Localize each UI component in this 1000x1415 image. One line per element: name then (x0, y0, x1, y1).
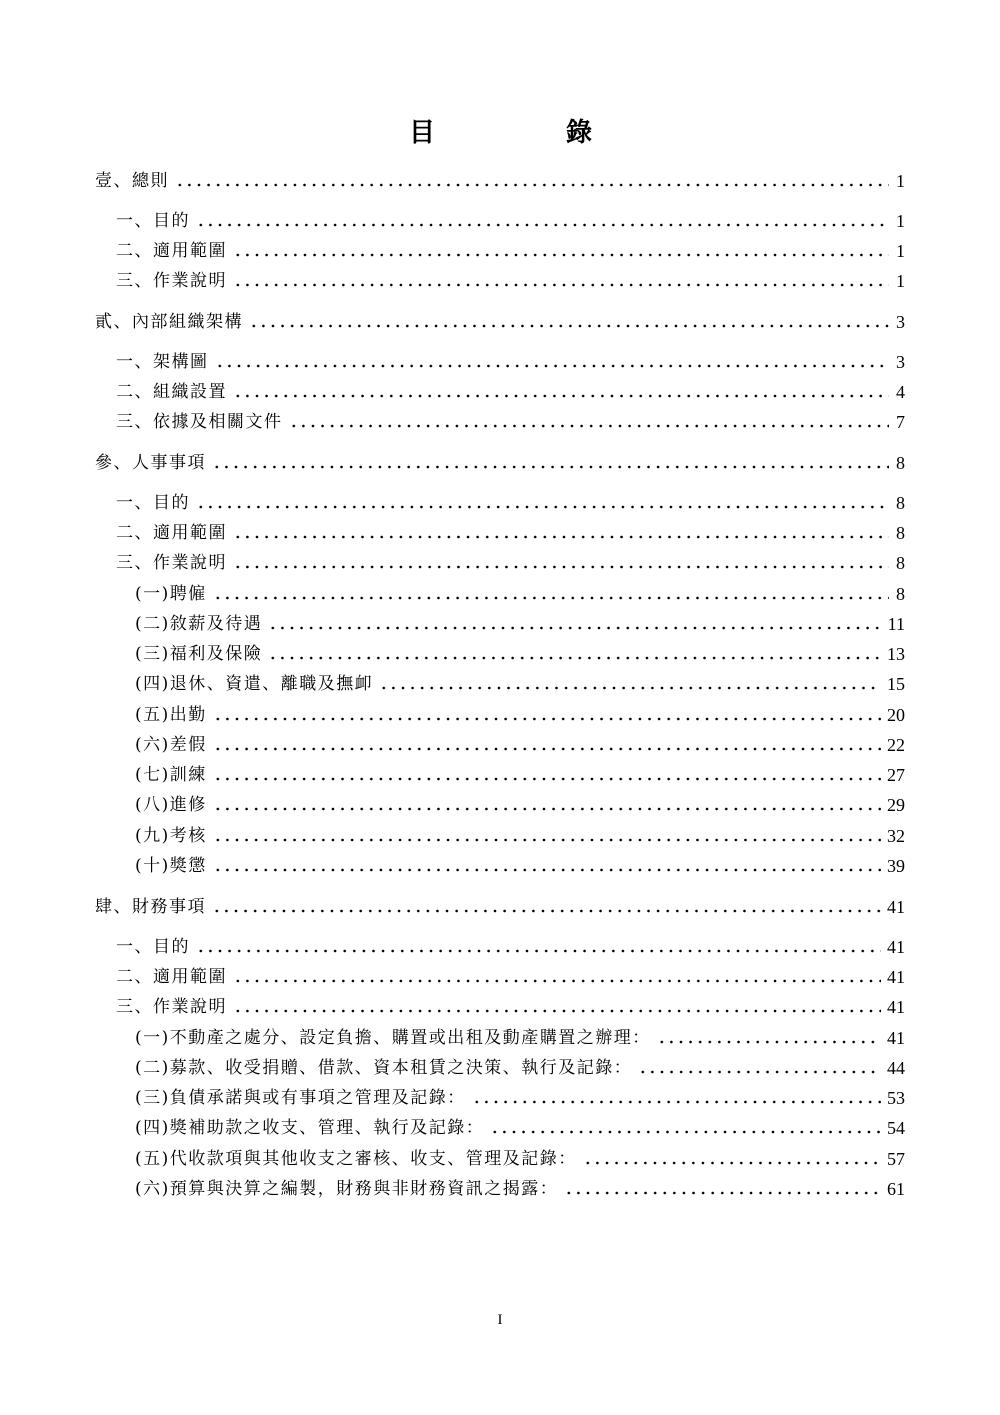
toc-entry-label: (八)進修 (135, 795, 207, 815)
toc-entry-page-number: 41 (887, 967, 905, 987)
toc-entry-label: (一)不動產之處分、設定負擔、購置或出租及動產購置之辦理： (135, 1028, 651, 1048)
toc-entry[interactable] (116, 269, 905, 293)
toc-entry-page-number: 1 (896, 211, 905, 231)
toc-entry[interactable] (116, 551, 905, 575)
toc-dot-leader (249, 324, 889, 328)
toc-entry-page-number: 4 (896, 382, 905, 402)
toc-entry[interactable] (135, 854, 905, 878)
toc-entry[interactable] (95, 169, 905, 193)
toc-entry[interactable] (116, 521, 905, 545)
toc-entry-page-number: 20 (887, 705, 905, 725)
toc-dot-leader (215, 364, 890, 368)
toc-entry[interactable] (135, 763, 905, 787)
toc-dot-leader (233, 283, 889, 287)
toc-entry[interactable] (135, 642, 905, 666)
toc-entry-label: 三、依據及相關文件 (116, 412, 283, 432)
toc-dot-leader (268, 626, 881, 630)
toc-entry-label: 二、適用範圍 (116, 967, 227, 987)
toc-dot-leader (213, 838, 881, 842)
toc-entry-page-number: 1 (896, 171, 905, 191)
toc-entry[interactable] (135, 672, 905, 696)
toc-entry-label: 一、目的 (116, 493, 190, 513)
toc-entry-page-number: 41 (887, 1028, 905, 1048)
toc-dot-leader (379, 686, 881, 690)
toc-entry-page-number: 32 (887, 826, 905, 846)
toc-entry-label: 一、架構圖 (116, 352, 209, 372)
toc-entry[interactable] (135, 1026, 905, 1050)
toc-entry-page-number: 8 (896, 553, 905, 573)
toc-dot-leader (638, 1070, 881, 1074)
toc-entry-label: (三)福利及保險 (135, 644, 263, 664)
toc-dot-leader (233, 253, 889, 257)
toc-entry[interactable] (116, 995, 905, 1019)
toc-entry-label: 貳、內部組織架構 (95, 312, 243, 332)
toc-dot-leader (233, 394, 889, 398)
toc-entry[interactable] (135, 612, 905, 636)
toc-dot-leader (233, 535, 889, 539)
toc-dot-leader (213, 777, 881, 781)
toc-entry-page-number: 44 (887, 1058, 905, 1078)
toc-entry-label: (二)敘薪及待遇 (135, 614, 263, 634)
toc-entry-label: 肆、財務事項 (95, 897, 206, 917)
toc-entry-page-number: 3 (896, 352, 905, 372)
toc-dot-leader (213, 747, 881, 751)
toc-entry-label: 三、作業說明 (116, 271, 227, 291)
toc-entry-page-number: 41 (887, 997, 905, 1017)
toc-entry-page-number: 8 (896, 493, 905, 513)
toc-entry-page-number: 8 (896, 584, 905, 604)
toc-dot-leader (213, 868, 881, 872)
toc-entry[interactable] (116, 350, 905, 374)
toc-entry-label: 壹、總則 (95, 171, 169, 191)
toc-entry-label: (四)獎補助款之收支、管理、執行及記錄： (135, 1118, 485, 1138)
toc-entry-label: (四)退休、資遣、離職及撫卹 (135, 674, 374, 694)
toc-dot-leader (196, 505, 889, 509)
toc-dot-leader (233, 1009, 881, 1013)
toc-dot-leader (196, 949, 881, 953)
toc-entry[interactable] (135, 1147, 905, 1171)
toc-entry-page-number: 15 (887, 674, 905, 694)
toc-entry[interactable] (95, 895, 905, 919)
toc-entry[interactable] (135, 733, 905, 757)
toc-entry[interactable] (135, 1177, 905, 1201)
toc-entry[interactable] (135, 793, 905, 817)
toc-entry[interactable] (116, 491, 905, 515)
toc-dot-leader (564, 1191, 881, 1195)
toc-dot-leader (233, 979, 881, 983)
toc-entry-page-number: 29 (887, 795, 905, 815)
toc-entry-label: 一、目的 (116, 937, 190, 957)
toc-entry-label: 二、適用範圍 (116, 523, 227, 543)
toc-entry-page-number: 22 (887, 735, 905, 755)
title-char-1: 目 (409, 118, 438, 148)
toc-entry-label: 二、組織設置 (116, 382, 227, 402)
toc-entry-label: (五)出勤 (135, 705, 207, 725)
toc-entry-page-number: 41 (887, 897, 905, 917)
toc-entry[interactable] (135, 1056, 905, 1080)
toc-dot-leader (583, 1161, 881, 1165)
toc-entry[interactable] (135, 824, 905, 848)
toc-entry-page-number: 1 (896, 271, 905, 291)
toc-entry-page-number: 39 (887, 856, 905, 876)
toc-entry-label: (七)訓練 (135, 765, 207, 785)
toc-entry-label: (十)獎懲 (135, 856, 207, 876)
toc-entry-page-number: 1 (896, 241, 905, 261)
toc-entry-label: 二、適用範圍 (116, 241, 227, 261)
toc-dot-leader (289, 424, 890, 428)
toc-entry-label: (九)考核 (135, 826, 207, 846)
toc-dot-leader (268, 656, 881, 660)
toc-dot-leader (233, 565, 889, 569)
toc-dot-leader (213, 807, 881, 811)
toc-entry-label: (六)預算與決算之編製，財務與非財務資訊之揭露： (135, 1179, 559, 1199)
toc-entry-page-number: 27 (887, 765, 905, 785)
toc-entry[interactable] (135, 1116, 905, 1140)
toc-entry[interactable] (135, 1086, 905, 1110)
toc-entry[interactable] (116, 239, 905, 263)
toc-entry-page-number: 57 (887, 1149, 905, 1169)
toc-entry[interactable] (116, 410, 905, 434)
toc-entry-label: (六)差假 (135, 735, 207, 755)
toc-entry[interactable] (116, 380, 905, 404)
toc-entry-label: (二)募款、收受捐贈、借款、資本租賃之決策、執行及記錄： (135, 1058, 633, 1078)
toc-entry-label: 一、目的 (116, 211, 190, 231)
toc-dot-leader (213, 717, 881, 721)
toc-entry[interactable] (116, 935, 905, 959)
toc-entry-label: 三、作業說明 (116, 997, 227, 1017)
title-char-2: 錄 (566, 118, 595, 148)
toc-entry-label: (五)代收款項與其他收支之審核、收支、管理及記錄： (135, 1149, 577, 1169)
toc-entry[interactable] (95, 451, 905, 475)
toc-entry-label: 參、人事事項 (95, 453, 206, 473)
toc-entry[interactable] (116, 209, 905, 233)
toc-entry-page-number: 13 (887, 644, 905, 664)
toc-dot-leader (213, 596, 889, 600)
toc-dot-leader (472, 1100, 881, 1104)
toc-entry[interactable] (135, 582, 905, 606)
toc-entry[interactable] (95, 310, 905, 334)
toc-entry-label: 三、作業說明 (116, 553, 227, 573)
toc-entry-page-number: 8 (896, 523, 905, 543)
toc-dot-leader (657, 1040, 881, 1044)
page-number-footer: I (497, 1312, 503, 1328)
toc-dot-leader (490, 1130, 881, 1134)
toc-entry-page-number: 41 (887, 937, 905, 957)
toc-entry-page-number: 53 (887, 1088, 905, 1108)
toc-entry-label: (一)聘僱 (135, 584, 207, 604)
toc-entry-page-number: 54 (887, 1118, 905, 1138)
toc-entry[interactable] (135, 703, 905, 727)
toc-entry-page-number: 61 (887, 1179, 905, 1199)
toc-entry[interactable] (116, 965, 905, 989)
toc-dot-leader (175, 183, 889, 187)
toc-dot-leader (212, 909, 881, 913)
toc-entry-page-number: 11 (887, 614, 905, 634)
toc-entry-label: (三)負債承諾與或有事項之管理及記錄： (135, 1088, 466, 1108)
toc-entry-page-number: 7 (896, 412, 905, 432)
toc-dot-leader (212, 465, 889, 469)
toc-entry-page-number: 3 (896, 312, 905, 332)
toc-dot-leader (196, 223, 889, 227)
toc-entry-page-number: 8 (896, 453, 905, 473)
